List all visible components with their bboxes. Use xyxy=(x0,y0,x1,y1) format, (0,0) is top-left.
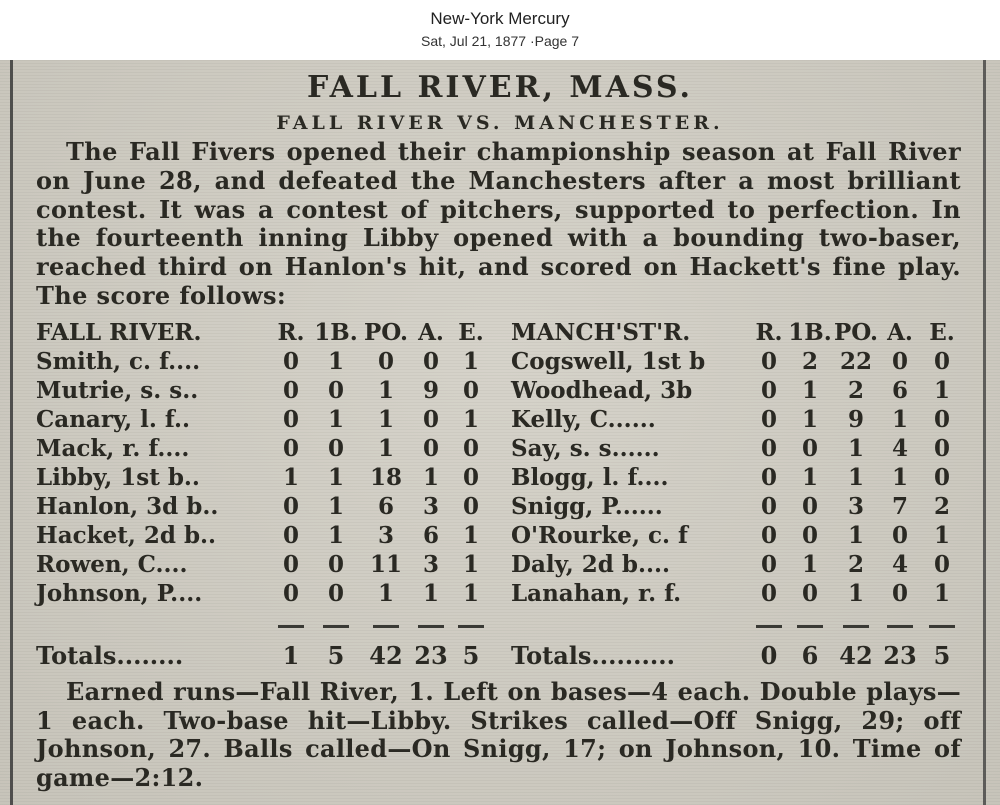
manchester-stat-runs: 0 xyxy=(760,464,777,491)
manchester-stat-put-outs: 3 xyxy=(847,493,864,520)
fall-river-stat-errors: 0 xyxy=(462,377,479,404)
box-score-row xyxy=(36,347,966,376)
manchester-stat-errors: 0 xyxy=(933,348,950,375)
column-dash xyxy=(323,625,349,628)
manchester-stat-put-outs: 22 xyxy=(839,348,872,375)
fall-river-stat-runs: 0 xyxy=(282,580,299,607)
column-dash xyxy=(756,625,782,628)
fall-river-stat-put-outs: 3 xyxy=(377,522,394,549)
manchester-stat-runs: 0 xyxy=(760,522,777,549)
fall-river-player-name: Smith, c. f.... xyxy=(36,348,201,375)
totals-separator xyxy=(0,625,1000,635)
fall-river-stat-runs: 1 xyxy=(282,464,299,491)
manchester-player-name: Say, s. s...... xyxy=(511,435,660,462)
column-dash xyxy=(418,625,444,628)
manchester-stat-errors: 0 xyxy=(933,464,950,491)
fall-river-stat-errors: 1 xyxy=(462,348,479,375)
publication-title: New-York Mercury xyxy=(430,9,570,28)
fall-river-total-first-base: 5 xyxy=(327,641,345,670)
fall-river-stat-first-base: 0 xyxy=(327,580,344,607)
fall-river-stat-first-base: 0 xyxy=(327,435,344,462)
fall-river-total-runs: 1 xyxy=(282,641,300,670)
manchester-stat-put-outs: 1 xyxy=(847,580,864,607)
publication-date-page: Sat, Jul 21, 1877 ·Page 7 xyxy=(421,33,579,49)
column-dash xyxy=(458,625,484,628)
fall-river-stat-errors: 0 xyxy=(462,493,479,520)
fall-river-player-name: Libby, 1st b.. xyxy=(36,464,200,491)
manchester-player-name: O'Rourke, c. f xyxy=(511,522,688,549)
manchester-player-name: Woodhead, 3b xyxy=(511,377,693,404)
fall-river-totals-label: Totals........ xyxy=(36,641,184,670)
col-header-errors: E. xyxy=(929,319,955,346)
manchester-stat-runs: 0 xyxy=(760,580,777,607)
manchester-stat-put-outs: 1 xyxy=(847,464,864,491)
clipping-header xyxy=(0,0,1000,60)
team-name-manchester: MANCH'ST'R. xyxy=(511,319,691,346)
box-score-row xyxy=(36,550,966,579)
manchester-player-name: Cogswell, 1st b xyxy=(511,348,706,375)
fall-river-stat-put-outs: 18 xyxy=(369,464,402,491)
box-score-row xyxy=(36,492,966,521)
col-header-first-base: 1B. xyxy=(314,319,358,346)
col-header-runs: R. xyxy=(277,319,305,346)
manchester-stat-errors: 0 xyxy=(933,435,950,462)
fall-river-stat-put-outs: 1 xyxy=(377,406,394,433)
manchester-stat-assists: 4 xyxy=(891,435,908,462)
article-intro: The Fall Fivers opened their championship season at Fall River on June 28, and defeated the Manchesters after a most brilliant contest. It was a contest of pitchers, supported to perfection. In the fourteenth inning Libby opened with a bounding two-baser, reached third on Hanlon's hit, and scored on Hackett's fine play. The score follows: xyxy=(36,137,961,310)
manchester-player-name: Lanahan, r. f. xyxy=(511,580,682,607)
fall-river-stat-runs: 0 xyxy=(282,522,299,549)
fall-river-stat-errors: 0 xyxy=(462,464,479,491)
column-dash xyxy=(797,625,823,628)
fall-river-player-name: Rowen, C.... xyxy=(36,551,188,578)
manchester-player-name: Snigg, P...... xyxy=(511,493,663,520)
box-score xyxy=(36,318,966,608)
fall-river-player-name: Mutrie, s. s.. xyxy=(36,377,199,404)
manchester-stat-runs: 0 xyxy=(760,551,777,578)
manchester-stat-assists: 1 xyxy=(891,406,908,433)
fall-river-stat-runs: 0 xyxy=(282,551,299,578)
manchester-total-runs: 0 xyxy=(760,641,778,670)
manchester-stat-runs: 0 xyxy=(760,377,777,404)
fall-river-player-name: Johnson, P.... xyxy=(36,580,203,607)
manchester-stat-first-base: 1 xyxy=(801,377,818,404)
col-header-assists: A. xyxy=(887,319,913,346)
fall-river-stat-first-base: 0 xyxy=(327,551,344,578)
manchester-totals-label: Totals.......... xyxy=(511,641,675,670)
column-dash xyxy=(887,625,913,628)
manchester-player-name: Daly, 2d b.... xyxy=(511,551,670,578)
manchester-total-assists: 23 xyxy=(883,641,917,670)
fall-river-player-name: Hacket, 2d b.. xyxy=(36,522,217,549)
fall-river-stat-assists: 0 xyxy=(422,348,439,375)
fall-river-stat-assists: 9 xyxy=(422,377,439,404)
manchester-stat-put-outs: 1 xyxy=(847,435,864,462)
box-score-row xyxy=(36,463,966,492)
column-dash xyxy=(843,625,869,628)
box-score-row xyxy=(36,376,966,405)
manchester-total-errors: 5 xyxy=(933,641,951,670)
fall-river-stat-put-outs: 0 xyxy=(377,348,394,375)
manchester-stat-first-base: 0 xyxy=(801,493,818,520)
column-rule-left xyxy=(10,60,13,805)
fall-river-stat-put-outs: 11 xyxy=(369,551,402,578)
box-score-row xyxy=(36,579,966,608)
fall-river-stat-first-base: 1 xyxy=(327,522,344,549)
column-rule-right xyxy=(983,60,986,805)
manchester-stat-runs: 0 xyxy=(760,406,777,433)
manchester-stat-put-outs: 2 xyxy=(847,551,864,578)
fall-river-total-assists: 23 xyxy=(414,641,448,670)
manchester-stat-errors: 0 xyxy=(933,551,950,578)
col-header-assists: A. xyxy=(418,319,444,346)
manchester-stat-assists: 4 xyxy=(891,551,908,578)
totals-row xyxy=(36,638,966,674)
box-score-row xyxy=(36,521,966,550)
manchester-stat-first-base: 1 xyxy=(801,464,818,491)
fall-river-stat-first-base: 1 xyxy=(327,464,344,491)
team-name-fall-river: FALL RIVER. xyxy=(36,319,202,346)
fall-river-stat-errors: 1 xyxy=(462,551,479,578)
fall-river-stat-put-outs: 6 xyxy=(377,493,394,520)
fall-river-stat-first-base: 1 xyxy=(327,406,344,433)
fall-river-stat-assists: 1 xyxy=(422,580,439,607)
box-score-header-row xyxy=(36,318,966,347)
col-header-runs: R. xyxy=(755,319,783,346)
fall-river-stat-errors: 1 xyxy=(462,580,479,607)
manchester-player-name: Kelly, C...... xyxy=(511,406,656,433)
fall-river-stat-runs: 0 xyxy=(282,348,299,375)
fall-river-player-name: Canary, l. f.. xyxy=(36,406,190,433)
col-header-put-outs: PO. xyxy=(364,319,408,346)
manchester-stat-errors: 0 xyxy=(933,406,950,433)
fall-river-total-put-outs: 42 xyxy=(369,641,403,670)
manchester-stat-put-outs: 2 xyxy=(847,377,864,404)
col-header-first-base: 1B. xyxy=(788,319,832,346)
fall-river-stat-runs: 0 xyxy=(282,435,299,462)
box-score-row xyxy=(36,434,966,463)
manchester-stat-put-outs: 9 xyxy=(847,406,864,433)
manchester-stat-first-base: 0 xyxy=(801,435,818,462)
fall-river-stat-assists: 3 xyxy=(422,551,439,578)
manchester-stat-assists: 0 xyxy=(891,580,908,607)
manchester-total-put-outs: 42 xyxy=(839,641,873,670)
manchester-stat-errors: 1 xyxy=(933,522,950,549)
manchester-stat-assists: 1 xyxy=(891,464,908,491)
manchester-player-name: Blogg, l. f.... xyxy=(511,464,669,491)
manchester-stat-assists: 0 xyxy=(891,348,908,375)
manchester-stat-first-base: 1 xyxy=(801,406,818,433)
col-header-put-outs: PO. xyxy=(834,319,878,346)
manchester-stat-first-base: 0 xyxy=(801,580,818,607)
manchester-stat-errors: 1 xyxy=(933,580,950,607)
column-dash xyxy=(929,625,955,628)
game-summary: Earned runs—Fall River, 1. Left on bases—4 each. Double plays—1 each. Two-base hit—Libby. Strikes called—Off Snigg, 29; off Johnson, 27. Balls called—On Snigg, 17; on Johnson, 10. Time of game—2:12. xyxy=(36,677,961,792)
manchester-stat-first-base: 0 xyxy=(801,522,818,549)
fall-river-stat-put-outs: 1 xyxy=(377,435,394,462)
manchester-stat-errors: 1 xyxy=(933,377,950,404)
column-dash xyxy=(278,625,304,628)
fall-river-stat-put-outs: 1 xyxy=(377,377,394,404)
article-heading: FALL RIVER, MASS. xyxy=(307,70,693,105)
fall-river-stat-first-base: 1 xyxy=(327,493,344,520)
fall-river-stat-first-base: 1 xyxy=(327,348,344,375)
fall-river-player-name: Hanlon, 3d b.. xyxy=(36,493,219,520)
article-subheading: FALL RIVER VS. MANCHESTER. xyxy=(276,112,724,134)
manchester-stat-first-base: 1 xyxy=(801,551,818,578)
fall-river-stat-assists: 1 xyxy=(422,464,439,491)
fall-river-stat-assists: 0 xyxy=(422,406,439,433)
fall-river-stat-runs: 0 xyxy=(282,377,299,404)
box-score-row xyxy=(36,405,966,434)
manchester-stat-errors: 2 xyxy=(933,493,950,520)
manchester-stat-put-outs: 1 xyxy=(847,522,864,549)
fall-river-stat-put-outs: 1 xyxy=(377,580,394,607)
fall-river-stat-errors: 1 xyxy=(462,522,479,549)
manchester-stat-runs: 0 xyxy=(760,348,777,375)
fall-river-stat-errors: 0 xyxy=(462,435,479,462)
fall-river-stat-assists: 3 xyxy=(422,493,439,520)
fall-river-total-errors: 5 xyxy=(462,641,480,670)
manchester-stat-first-base: 2 xyxy=(801,348,818,375)
manchester-total-first-base: 6 xyxy=(801,641,819,670)
fall-river-stat-runs: 0 xyxy=(282,406,299,433)
fall-river-stat-runs: 0 xyxy=(282,493,299,520)
column-dash xyxy=(373,625,399,628)
manchester-stat-assists: 6 xyxy=(891,377,908,404)
manchester-stat-assists: 7 xyxy=(891,493,908,520)
fall-river-stat-assists: 0 xyxy=(422,435,439,462)
fall-river-stat-first-base: 0 xyxy=(327,377,344,404)
newspaper-clipping xyxy=(0,60,1000,805)
fall-river-stat-assists: 6 xyxy=(422,522,439,549)
manchester-stat-runs: 0 xyxy=(760,493,777,520)
fall-river-player-name: Mack, r. f.... xyxy=(36,435,190,462)
fall-river-stat-errors: 1 xyxy=(462,406,479,433)
manchester-stat-assists: 0 xyxy=(891,522,908,549)
manchester-stat-runs: 0 xyxy=(760,435,777,462)
col-header-errors: E. xyxy=(458,319,484,346)
